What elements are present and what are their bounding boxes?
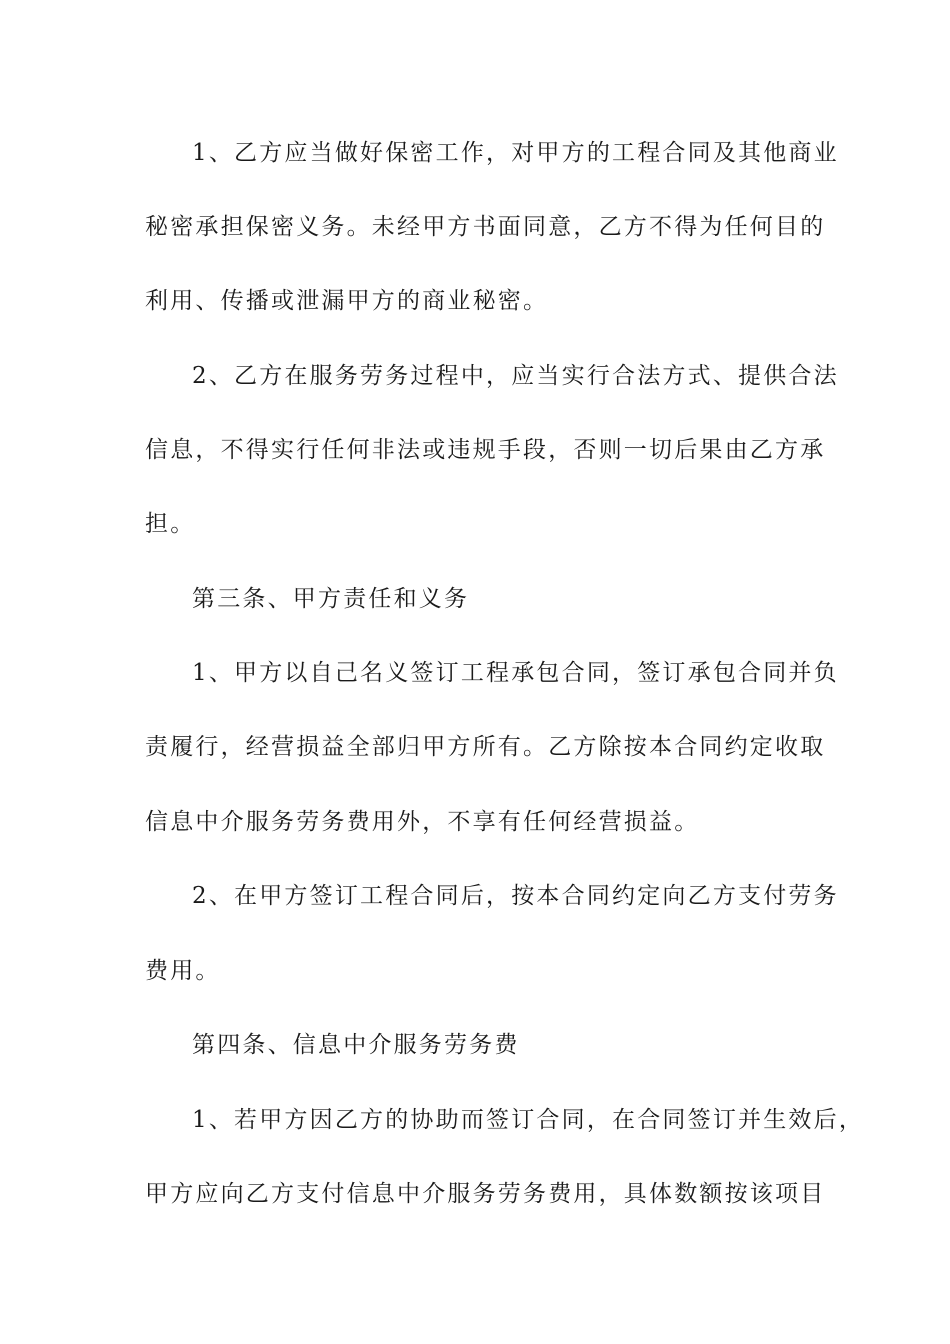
clause-2-2-line-1: 2、乙方在服务劳务过程中，应当实行合法方式、提供合法: [192, 363, 839, 389]
clause-3-1-line-1: 1、甲方以自己名义签订工程承包合同，签订承包合同并负: [192, 660, 839, 686]
article-3-heading: 第三条、甲方责任和义务: [192, 586, 470, 612]
clause-2-1-line-2: 秘密承担保密义务。未经甲方书面同意，乙方不得为任何目的: [145, 214, 826, 240]
clause-3-2-line-1: 2、在甲方签订工程合同后，按本合同约定向乙方支付劳务: [192, 883, 839, 909]
clause-2-1-line-1: 1、乙方应当做好保密工作，对甲方的工程合同及其他商业: [192, 140, 839, 166]
clause-3-1-line-2: 责履行，经营损益全部归甲方所有。乙方除按本合同约定收取: [145, 734, 826, 760]
clause-2-1-line-3: 利用、传播或泄漏甲方的商业秘密。: [145, 288, 549, 314]
clause-3-2-line-2: 费用。: [145, 958, 221, 984]
clause-2-2-line-2: 信息，不得实行任何非法或违规手段，否则一切后果由乙方承: [145, 437, 826, 463]
clause-3-1-line-3: 信息中介服务劳务费用外，不享有任何经营损益。: [145, 809, 700, 835]
article-4-heading: 第四条、信息中介服务劳务费: [192, 1032, 520, 1058]
clause-4-1-line-2: 甲方应向乙方支付信息中介服务劳务费用，具体数额按该项目: [145, 1181, 826, 1207]
clause-2-2-line-3: 担。: [145, 511, 196, 537]
clause-4-1-line-1: 1、若甲方因乙方的协助而签订合同，在合同签订并生效后，: [192, 1107, 865, 1133]
